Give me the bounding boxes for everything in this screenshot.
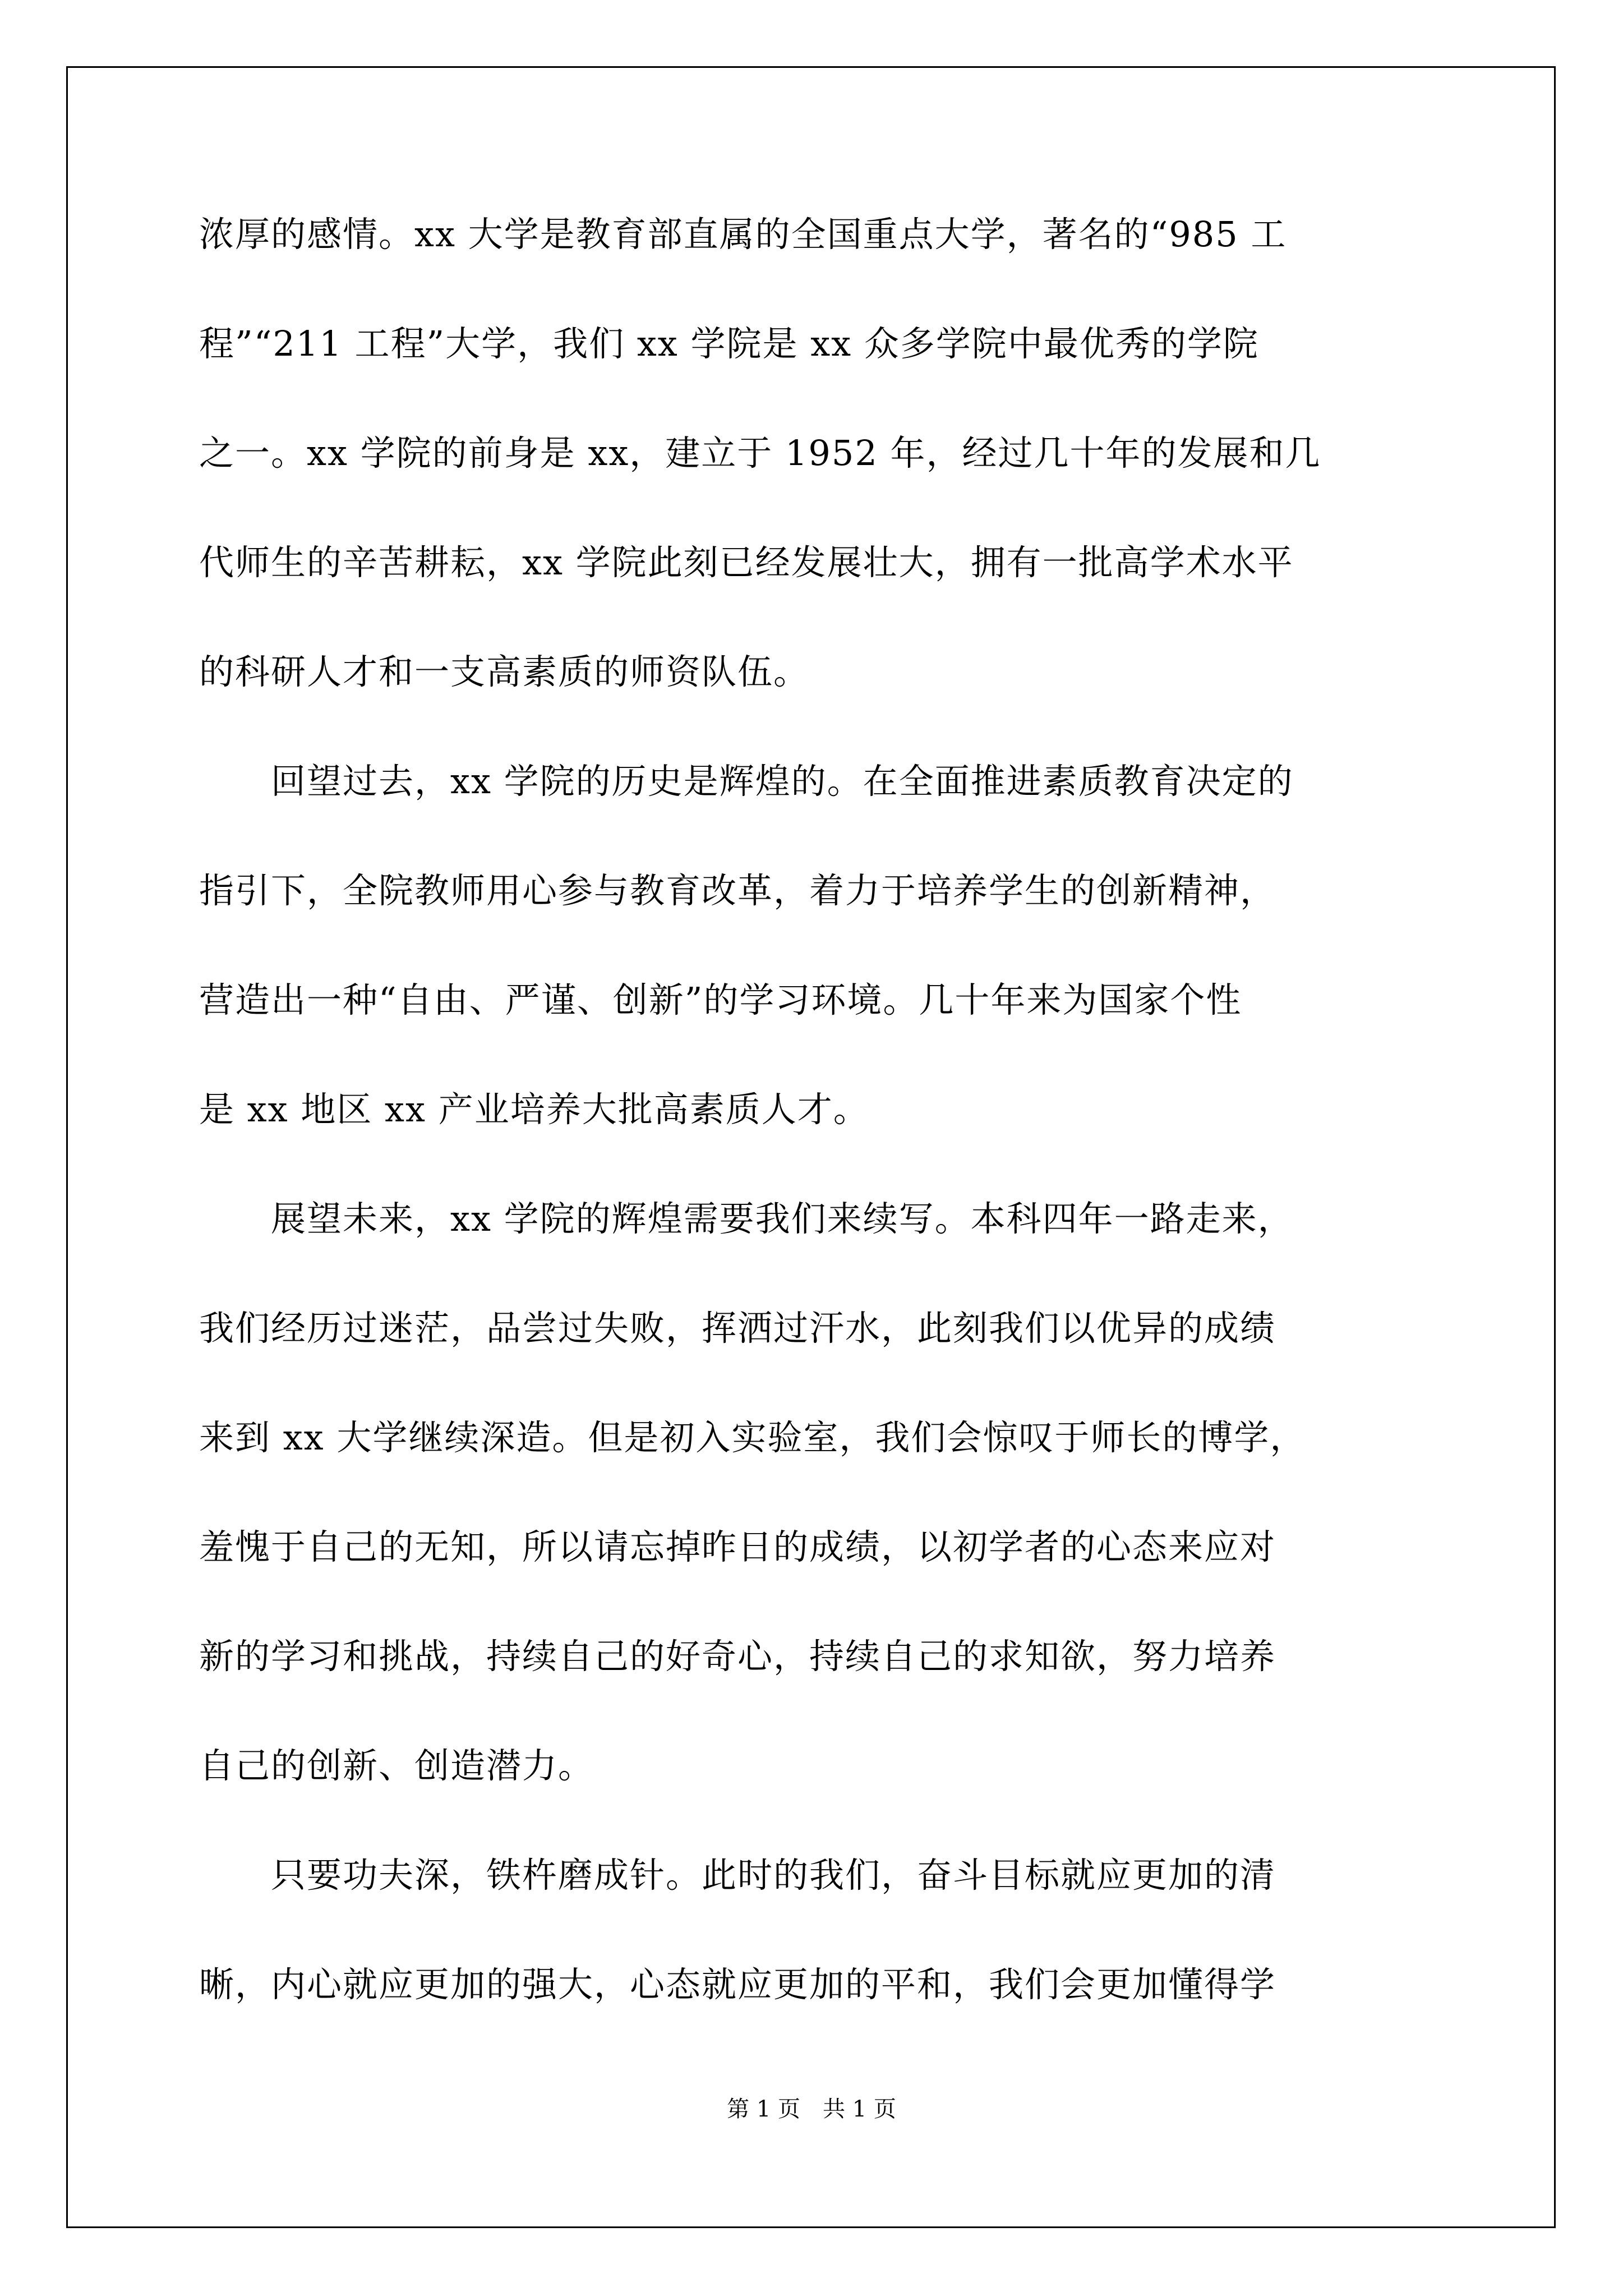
text-line: 我们经历过迷茫，品尝过失败，挥洒过汗水，此刻我们以优异的成绩	[199, 1308, 1276, 1349]
text-line: 指引下，全院教师用心参与教育改革，着力于培养学生的创新精神，	[199, 870, 1276, 911]
text-line: 新的学习和挑战，持续自己的好奇心，持续自己的求知欲，努力培养	[199, 1636, 1276, 1677]
page-number-footer: 第 1 页 共 1 页	[727, 2096, 896, 2122]
text-line: 的科研人才和一支高素质的师资队伍。	[199, 651, 810, 692]
text-line: 羞愧于自己的无知，所以请忘掉昨日的成绩，以初学者的心态来应对	[199, 1526, 1276, 1567]
text-line: 来到 xx 大学继续深造。但是初入实验室，我们会惊叹于师长的博学，	[199, 1417, 1306, 1458]
text-line: 只要功夫深，铁杵磨成针。此时的我们，奋斗目标就应更加的清	[199, 1855, 1276, 1895]
text-line: 自己的创新、创造潜力。	[199, 1745, 594, 1786]
text-line: 代师生的辛苦耕耘，xx 学院此刻已经发展壮大，拥有一批高学术水平	[199, 542, 1294, 583]
text-line: 回望过去，xx 学院的历史是辉煌的。在全面推进素质教育决定的	[199, 761, 1294, 802]
text-line: 营造出一种“自由、严谨、创新”的学习环境。几十年来为国家个性	[199, 979, 1242, 1020]
page-border	[66, 66, 1556, 2228]
text-line: 展望未来，xx 学院的辉煌需要我们来续写。本科四年一路走来，	[199, 1198, 1294, 1239]
text-line: 浓厚的感情。xx 大学是教育部直属的全国重点大学，著名的“985 工	[199, 214, 1287, 255]
text-line: 程”“211 工程”大学，我们 xx 学院是 xx 众多学院中最优秀的学院	[199, 323, 1259, 364]
text-line: 晰，内心就应更加的强大，心态就应更加的平和，我们会更加懂得学	[199, 1964, 1276, 2005]
text-line: 是 xx 地区 xx 产业培养大批高素质人才。	[199, 1089, 869, 1130]
text-line: 之一。xx 学院的前身是 xx，建立于 1952 年，经过几十年的发展和几	[199, 432, 1321, 473]
